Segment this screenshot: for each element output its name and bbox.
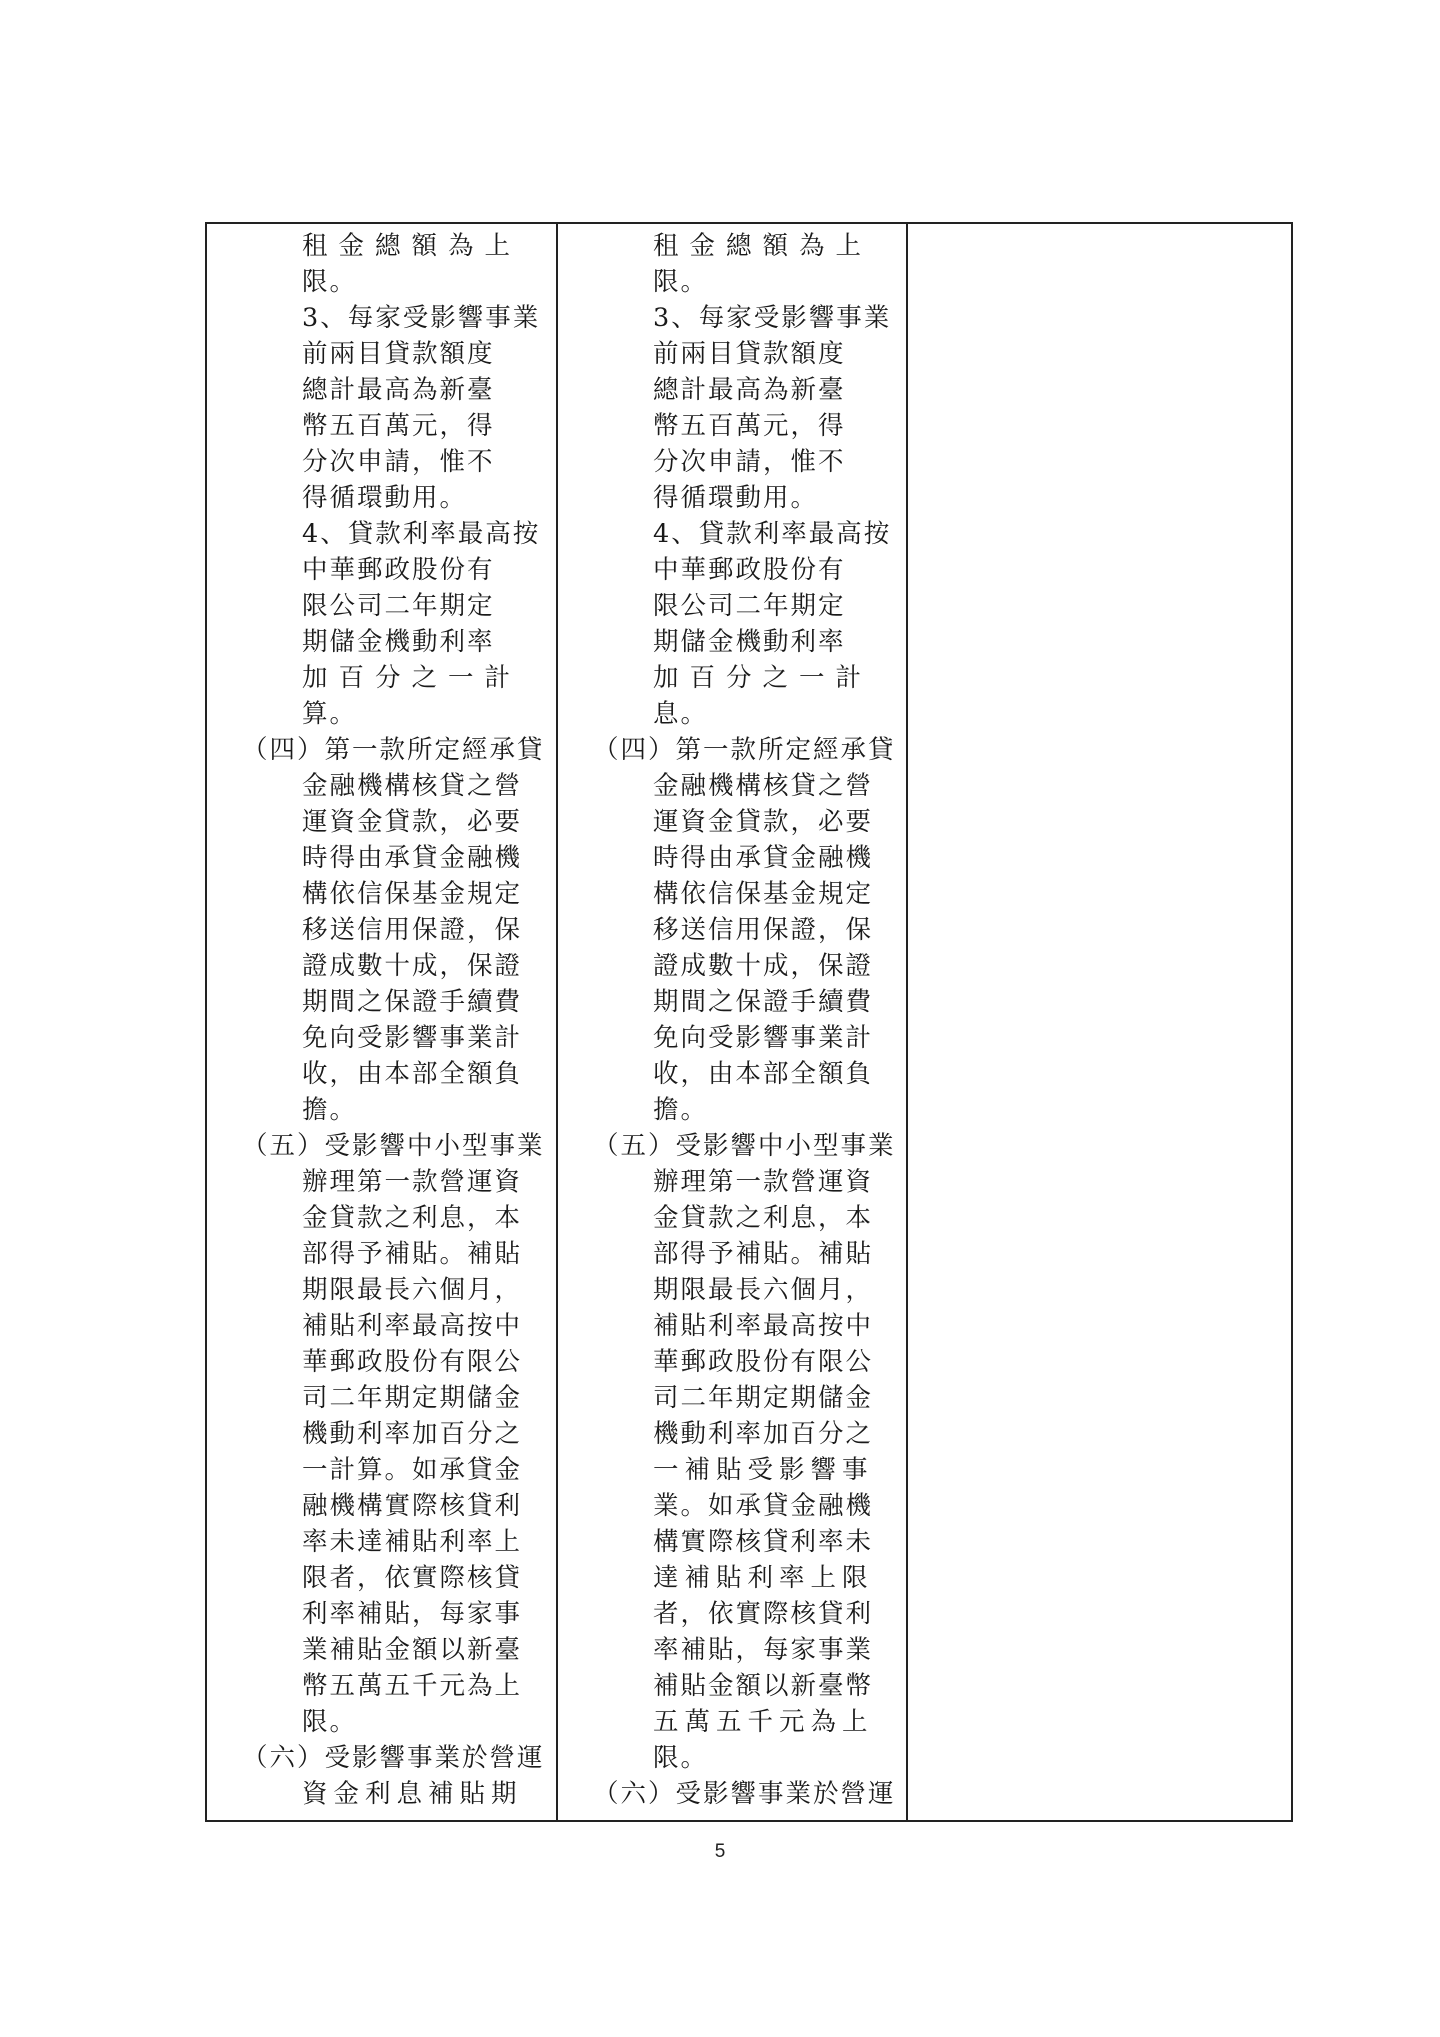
left-line-27: 辦理第一款營運資 bbox=[302, 1167, 523, 1197]
left-line-22: 期間之保證手續費 bbox=[302, 987, 523, 1017]
middle-line-18: 時得由承貸金融機 bbox=[653, 843, 874, 873]
left-line-29: 部得予補貼。補貼 bbox=[302, 1239, 523, 1269]
left-line-20: 移送信用保證，保 bbox=[302, 915, 523, 945]
left-line-42: 限。 bbox=[302, 1707, 358, 1737]
left-line-9: 4、貸款利率最高按 bbox=[302, 519, 541, 549]
left-line-44: 資金利息補貼期 bbox=[302, 1779, 523, 1809]
right-column bbox=[908, 224, 1291, 1820]
left-line-21: 證成數十成，保證 bbox=[302, 951, 523, 981]
middle-line-44: （六）受影響事業於營運 bbox=[593, 1779, 896, 1809]
middle-line-13: 加百分之一計 bbox=[653, 663, 873, 693]
middle-line-42: 五萬五千元為上 bbox=[653, 1707, 874, 1737]
middle-line-2: 限。 bbox=[653, 267, 709, 297]
middle-line-14: 息。 bbox=[653, 699, 709, 729]
middle-line-9: 4、貸款利率最高按 bbox=[653, 519, 892, 549]
left-line-23: 免向受影響事業計 bbox=[302, 1023, 523, 1053]
left-line-10: 中華郵政股份有 bbox=[302, 555, 495, 585]
comparison-table bbox=[205, 222, 1293, 1822]
left-line-34: 機動利率加百分之 bbox=[302, 1419, 523, 1449]
middle-line-4: 前兩目貸款額度 bbox=[653, 339, 846, 369]
middle-line-33: 司二年期定期儲金 bbox=[653, 1383, 874, 1413]
left-line-15: （四）第一款所定經承貸 bbox=[242, 735, 545, 765]
middle-line-32: 華郵政股份有限公 bbox=[653, 1347, 874, 1377]
left-line-28: 金貸款之利息，本 bbox=[302, 1203, 523, 1233]
middle-line-28: 金貸款之利息，本 bbox=[653, 1203, 874, 1233]
left-line-4: 前兩目貸款額度 bbox=[302, 339, 495, 369]
middle-line-30: 期限最長六個月， bbox=[653, 1275, 874, 1305]
middle-line-5: 總計最高為新臺 bbox=[653, 375, 846, 405]
middle-line-20: 移送信用保證，保 bbox=[653, 915, 874, 945]
middle-line-6: 幣五百萬元，得 bbox=[653, 411, 846, 441]
left-line-16: 金融機構核貸之營 bbox=[302, 771, 523, 801]
left-line-37: 率未達補貼利率上 bbox=[302, 1527, 523, 1557]
left-line-36: 融機構實際核貸利 bbox=[302, 1491, 523, 1521]
middle-line-41: 補貼金額以新臺幣 bbox=[653, 1671, 874, 1701]
middle-line-34: 機動利率加百分之 bbox=[653, 1419, 874, 1449]
left-line-25: 擔。 bbox=[302, 1095, 358, 1125]
middle-line-1: 租金總額為上 bbox=[653, 231, 873, 261]
middle-line-17: 運資金貸款，必要 bbox=[653, 807, 874, 837]
middle-line-21: 證成數十成，保證 bbox=[653, 951, 874, 981]
left-line-26: （五）受影響中小型事業 bbox=[242, 1131, 545, 1161]
middle-line-29: 部得予補貼。補貼 bbox=[653, 1239, 874, 1269]
middle-line-8: 得循環動用。 bbox=[653, 483, 819, 513]
left-line-41: 幣五萬五千元為上 bbox=[302, 1671, 523, 1701]
middle-line-16: 金融機構核貸之營 bbox=[653, 771, 874, 801]
middle-line-24: 收，由本部全額負 bbox=[653, 1059, 874, 1089]
middle-line-38: 達補貼利率上限 bbox=[653, 1563, 874, 1593]
left-line-3: 3、每家受影響事業 bbox=[302, 303, 541, 333]
middle-line-31: 補貼利率最高按中 bbox=[653, 1311, 874, 1341]
left-line-17: 運資金貸款，必要 bbox=[302, 807, 523, 837]
middle-line-37: 構實際核貸利率未 bbox=[653, 1527, 874, 1557]
left-line-1: 租金總額為上 bbox=[302, 231, 522, 261]
left-line-38: 限者，依實際核貸 bbox=[302, 1563, 523, 1593]
middle-line-3: 3、每家受影響事業 bbox=[653, 303, 892, 333]
left-line-32: 華郵政股份有限公 bbox=[302, 1347, 523, 1377]
middle-line-11: 限公司二年期定 bbox=[653, 591, 846, 621]
middle-line-26: （五）受影響中小型事業 bbox=[593, 1131, 896, 1161]
middle-line-10: 中華郵政股份有 bbox=[653, 555, 846, 585]
middle-line-36: 業。如承貸金融機 bbox=[653, 1491, 874, 1521]
left-line-43: （六）受影響事業於營運 bbox=[242, 1743, 545, 1773]
middle-line-12: 期儲金機動利率 bbox=[653, 627, 846, 657]
middle-line-25: 擔。 bbox=[653, 1095, 709, 1125]
middle-line-27: 辦理第一款營運資 bbox=[653, 1167, 874, 1197]
left-line-39: 利率補貼，每家事 bbox=[302, 1599, 523, 1629]
middle-line-39: 者，依實際核貸利 bbox=[653, 1599, 874, 1629]
middle-line-23: 免向受影響事業計 bbox=[653, 1023, 874, 1053]
middle-line-22: 期間之保證手續費 bbox=[653, 987, 874, 1017]
left-line-13: 加百分之一計 bbox=[302, 663, 522, 693]
middle-line-35: 一補貼受影響事 bbox=[653, 1455, 874, 1485]
left-line-24: 收，由本部全額負 bbox=[302, 1059, 523, 1089]
middle-line-15: （四）第一款所定經承貸 bbox=[593, 735, 896, 765]
left-column bbox=[207, 224, 558, 1820]
left-line-7: 分次申請，惟不 bbox=[302, 447, 495, 477]
middle-column bbox=[558, 224, 908, 1820]
left-line-14: 算。 bbox=[302, 699, 358, 729]
left-line-11: 限公司二年期定 bbox=[302, 591, 495, 621]
left-line-8: 得循環動用。 bbox=[302, 483, 468, 513]
left-line-18: 時得由承貸金融機 bbox=[302, 843, 523, 873]
middle-line-40: 率補貼，每家事業 bbox=[653, 1635, 874, 1665]
middle-line-43: 限。 bbox=[653, 1743, 709, 1773]
left-line-19: 構依信保基金規定 bbox=[302, 879, 523, 909]
left-line-2: 限。 bbox=[302, 267, 358, 297]
left-line-35: 一計算。如承貸金 bbox=[302, 1455, 523, 1485]
middle-line-7: 分次申請，惟不 bbox=[653, 447, 846, 477]
left-line-5: 總計最高為新臺 bbox=[302, 375, 495, 405]
left-line-30: 期限最長六個月， bbox=[302, 1275, 523, 1305]
page-number: 5 bbox=[714, 1841, 726, 1862]
left-line-40: 業補貼金額以新臺 bbox=[302, 1635, 523, 1665]
left-line-6: 幣五百萬元，得 bbox=[302, 411, 495, 441]
left-line-33: 司二年期定期儲金 bbox=[302, 1383, 523, 1413]
left-line-12: 期儲金機動利率 bbox=[302, 627, 495, 657]
left-line-31: 補貼利率最高按中 bbox=[302, 1311, 523, 1341]
middle-line-19: 構依信保基金規定 bbox=[653, 879, 874, 909]
